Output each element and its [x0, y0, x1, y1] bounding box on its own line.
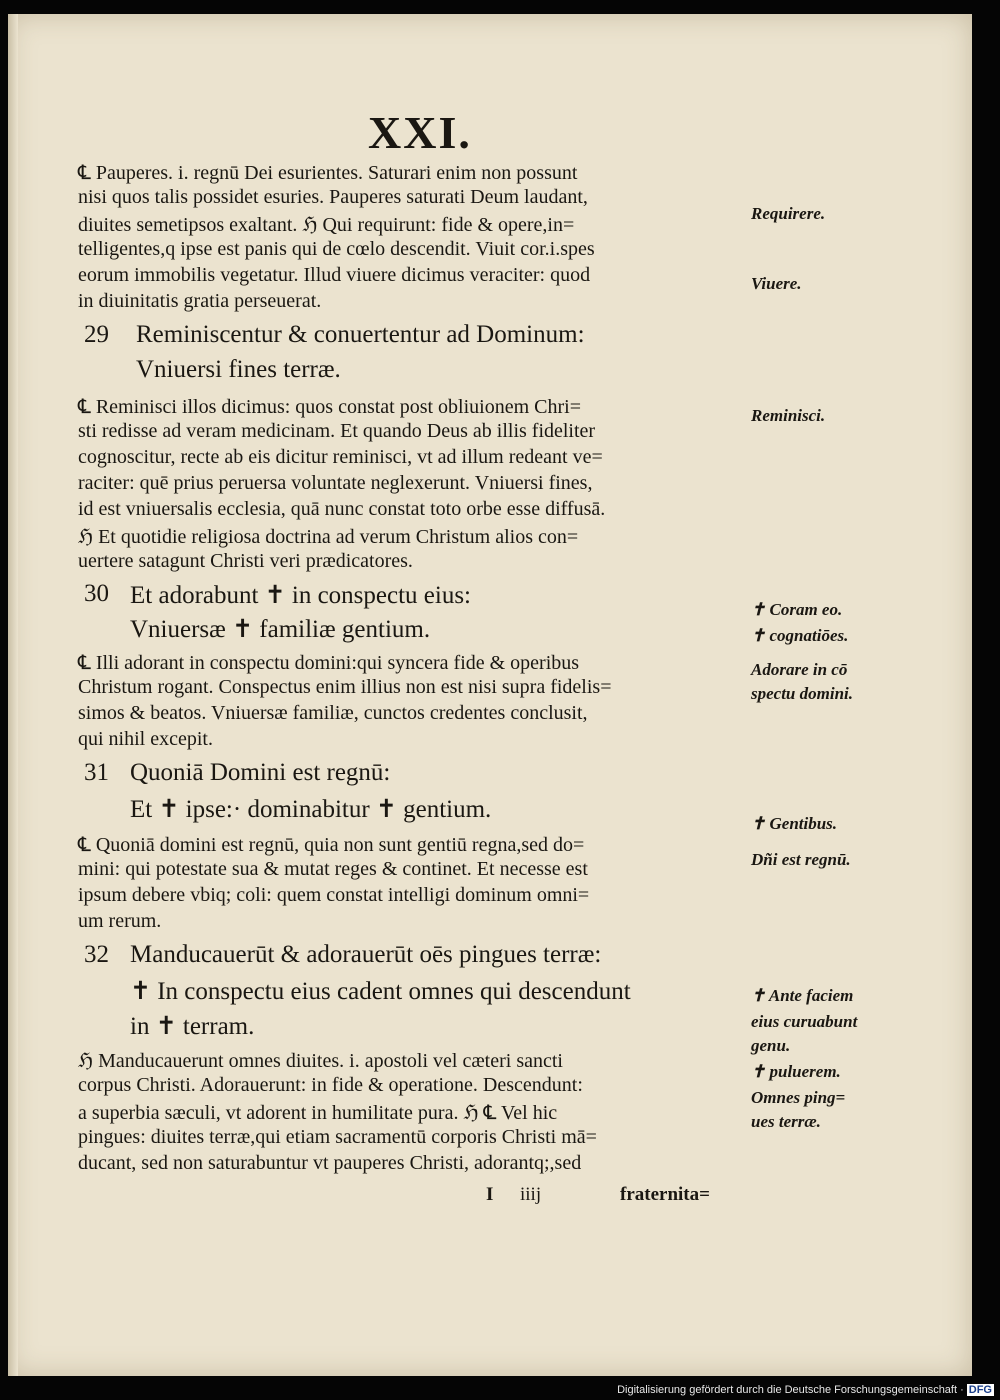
- margin-note: spectu domini.: [751, 684, 854, 703]
- verse-number: 31: [84, 759, 109, 786]
- margin-note: eius curuabunt: [751, 1012, 858, 1031]
- text-line: ℌ Et quotidie religiosa doctrina ad verum Christum alios con=: [78, 526, 579, 548]
- page-gutter-shadow: [8, 14, 18, 1376]
- book-page: [8, 14, 972, 1376]
- text-line: sti redisse ad veram medicinam. Et quando Deus ab illis fideliter: [78, 420, 596, 442]
- verse-line: Quoniā Domini est regnū:: [130, 759, 391, 786]
- text-line: id est vniuersalis ecclesia, quā nunc constat toto orbe esse diffusā.: [78, 498, 606, 520]
- folio-number: XXI.: [368, 107, 472, 158]
- footer-text: Digitalisierung gefördert durch die Deutsche Forschungsgemeinschaft ·: [617, 1384, 964, 1396]
- text-line: ℄ Illi adorant in conspectu domini:qui syncera fide & operibus: [78, 652, 580, 674]
- text-line: corpus Christi. Adorauerunt: in fide & operatione. Descendunt:: [78, 1074, 583, 1096]
- signature-mark: I: [486, 1184, 494, 1205]
- verse-line: Et adorabunt ✝ in conspectu eius:: [130, 582, 472, 609]
- verse-line: Vniuersi fines terræ.: [136, 356, 341, 383]
- text-line: simos & beatos. Vniuersæ familiæ, cunctos credentes conclusit,: [78, 702, 588, 724]
- text-line: ℄ Quoniā domini est regnū, quia non sunt gentiū regna,sed do=: [78, 834, 585, 856]
- text-line: a superbia sæculi, vt adorent in humilitate pura. ℌ ℄ Vel hic: [78, 1102, 558, 1124]
- text-line: diuites semetipsos exaltant. ℌ Qui requirunt: fide & opere,in=: [78, 214, 575, 236]
- margin-note: ✝ Ante faciem: [751, 986, 854, 1005]
- funding-footer: [617, 1384, 994, 1396]
- margin-note: Viuere.: [751, 274, 802, 293]
- verse-line: in ✝ terram.: [130, 1013, 255, 1040]
- verse-number: 32: [84, 941, 109, 968]
- text-line: eorum immobilis vegetatur. Illud viuere dicimus veraciter: quod: [78, 264, 591, 286]
- margin-note: ✝ puluerem.: [751, 1062, 841, 1081]
- text-line: nisi quos talis possidet esuries. Pauperes saturati Deum laudant,: [78, 186, 588, 208]
- text-line: ℄ Reminisci illos dicimus: quos constat post obliuionem Chri=: [78, 396, 581, 418]
- verse-line: Vniuersæ ✝ familiæ gentium.: [130, 616, 431, 643]
- verse-number: 29: [84, 321, 109, 348]
- text-line: pingues: diuites terræ,qui etiam sacramentū corporis Christi mā=: [78, 1126, 597, 1148]
- margin-note: ✝ cognatiōes.: [751, 626, 849, 645]
- verse-line: ✝ In conspectu eius cadent omnes qui descendunt: [130, 978, 631, 1005]
- margin-note: Reminisci.: [751, 406, 826, 425]
- text-line: telligentes,q ipse est panis qui de cœlo descendit. Viuit cor.i.spes: [78, 238, 595, 260]
- margin-note: ues terræ.: [751, 1112, 821, 1131]
- margin-note: Adorare in cō: [751, 660, 848, 679]
- dfg-logo: DFG: [968, 1384, 992, 1396]
- margin-note: Requirere.: [751, 204, 826, 223]
- text-line: raciter: quē prius peruersa voluntate neglexerunt. Vniuersi fines,: [78, 472, 593, 494]
- margin-note: Dñi est regnū.: [751, 850, 851, 869]
- text-line: mini: qui potestate sua & mutat reges & continet. Et necesse est: [78, 858, 588, 880]
- verse-line: Manducauerūt & adorauerūt oēs pingues terræ:: [130, 941, 602, 968]
- text-line: in diuinitatis gratia perseuerat.: [78, 290, 322, 312]
- margin-note: ✝ Coram eo.: [751, 600, 843, 619]
- margin-note: ✝ Gentibus.: [751, 814, 838, 833]
- margin-note: genu.: [751, 1036, 791, 1055]
- text-line: Christum rogant. Conspectus enim illius non est nisi supra fidelis=: [78, 676, 612, 698]
- text-line: qui nihil excepit.: [78, 728, 213, 750]
- verse-line: Reminiscentur & conuertentur ad Dominum:: [136, 321, 585, 348]
- text-line: ipsum debere vbiq; coli: quem constat intelligi dominum omni=: [78, 884, 590, 906]
- text-line: uertere satagunt Christi veri prædicatores.: [78, 550, 413, 572]
- text-line: ducant, sed non saturabuntur vt pauperes Christi, adorantq;,sed: [78, 1152, 582, 1174]
- text-line: ℄ Pauperes. i. regnū Dei esurientes. Saturari enim non possunt: [78, 162, 578, 184]
- verse-line: Et ✝ ipse:· dominabitur ✝ gentium.: [130, 796, 492, 823]
- text-line: ℌ Manducauerunt omnes diuites. i. apostoli vel cæteri sancti: [78, 1050, 563, 1072]
- text-line: cognoscitur, recte ab eis dicitur reminisci, vt ad illum redeant ve=: [78, 446, 603, 468]
- catchword: fraternita=: [620, 1184, 710, 1205]
- text-line: um rerum.: [78, 910, 162, 932]
- signature-leaf: iiij: [520, 1184, 542, 1205]
- verse-number: 30: [84, 580, 109, 607]
- margin-note: Omnes ping=: [751, 1088, 846, 1107]
